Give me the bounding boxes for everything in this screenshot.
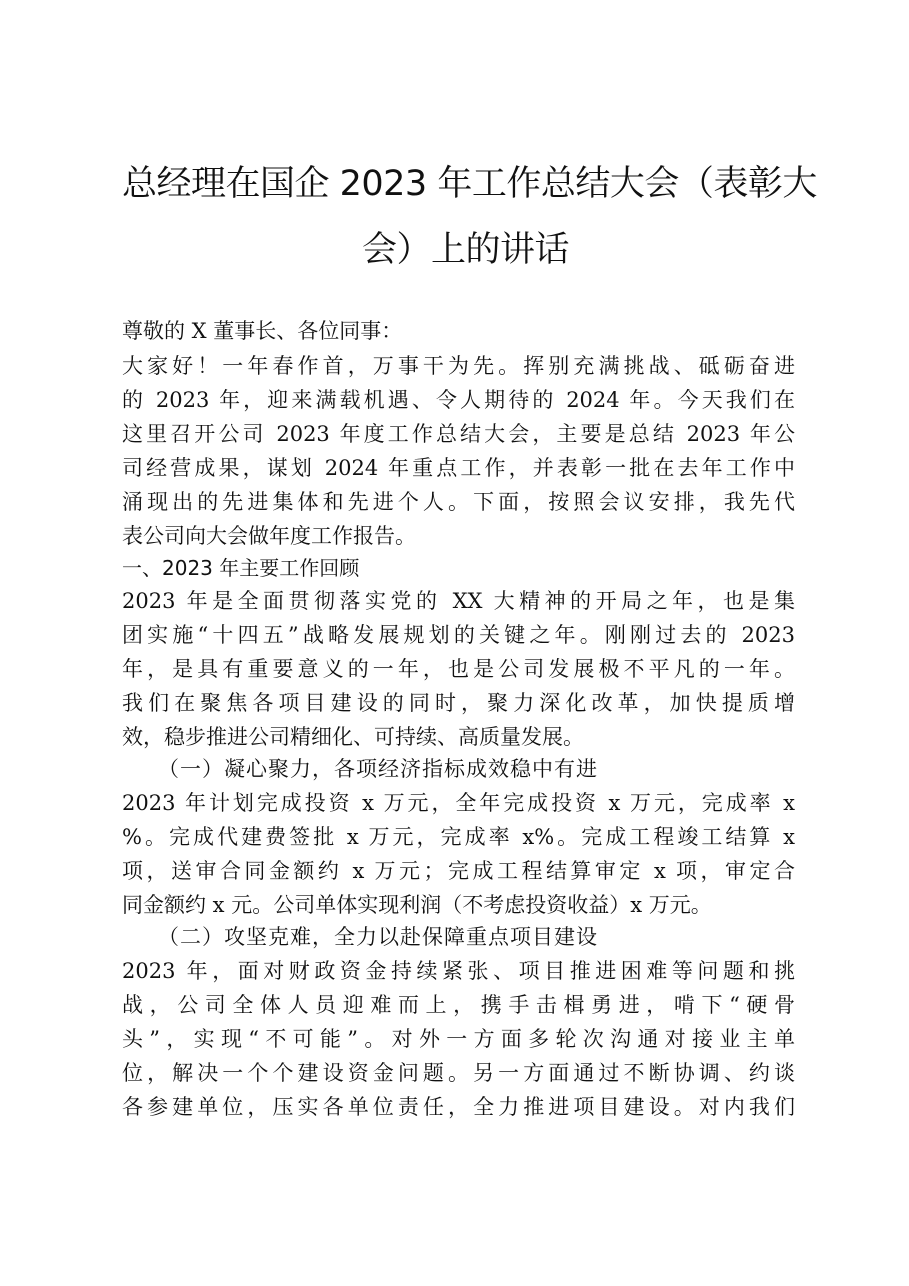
paragraph-line: 大家好！一年春作首，万事干为先。挥别充满挑战、砥砺奋进 (122, 354, 795, 378)
subsection-heading: （二）攻坚克难，全力以赴保障重点项目建设 (158, 925, 598, 949)
paragraph-line: 战，公司全体人员迎难而上，携手击楫勇进，啃下“硬骨 (122, 993, 795, 1017)
paragraph-line: 团实施“十四五”战略发展规划的关键之年。刚刚过去的 2023 (122, 623, 795, 647)
subsection-heading: （一）凝心聚力，各项经济指标成效稳中有进 (158, 757, 598, 781)
paragraph-line: 项，送审合同金额约 x 万元；完成工程结算审定 x 项，审定合 (122, 859, 795, 883)
paragraph-line: 头”，实现“不可能”。对外一方面多轮次沟通对接业主单 (122, 1027, 795, 1051)
paragraph-line: 2023 年计划完成投资 x 万元，全年完成投资 x 万元，完成率 x (122, 791, 795, 815)
document-title-line-1: 总经理在国企 2023 年工作总结大会（表彰大 (122, 164, 817, 204)
paragraph-line: 的 2023 年，迎来满载机遇、令人期待的 2024 年。今天我们在 (122, 388, 795, 412)
paragraph-line: 同金额约 x 元。公司单体实现利润（不考虑投资收益）x 万元。 (122, 893, 712, 917)
paragraph-line: 2023 年是全面贯彻落实党的 XX 大精神的开局之年，也是集 (122, 589, 795, 613)
paragraph-line: 2023 年，面对财政资金持续紧张、项目推进困难等问题和挑 (122, 959, 795, 983)
paragraph-line: 位，解决一个个建设资金问题。另一方面通过不断协调、约谈 (122, 1061, 795, 1085)
paragraph-line: 效，稳步推进公司精细化、可持续、高质量发展。 (122, 725, 584, 749)
paragraph-line: 各参建单位，压实各单位责任，全力推进项目建设。对内我们 (122, 1095, 795, 1119)
document-title-line-2: 会）上的讲话 (362, 230, 570, 270)
section-heading: 一、2023 年主要工作回顾 (122, 556, 360, 580)
paragraph-line: 年，是具有重要意义的一年，也是公司发展极不平凡的一年。 (122, 657, 795, 681)
paragraph-line: 表公司向大会做年度工作报告。 (122, 524, 416, 548)
salutation: 尊敬的 X 董事长、各位同事： (122, 319, 403, 343)
paragraph-line: %。完成代建费签批 x 万元，完成率 x%。完成工程竣工结算 x (122, 825, 795, 849)
paragraph-line: 司经营成果，谋划 2024 年重点工作，并表彰一批在去年工作中 (122, 456, 795, 480)
paragraph-line: 这里召开公司 2023 年度工作总结大会，主要是总结 2023 年公 (122, 422, 795, 446)
paragraph-line: 我们在聚焦各项目建设的同时，聚力深化改革，加快提质增 (122, 691, 795, 715)
paragraph-line: 涌现出的先进集体和先进个人。下面，按照会议安排，我先代 (122, 490, 795, 514)
